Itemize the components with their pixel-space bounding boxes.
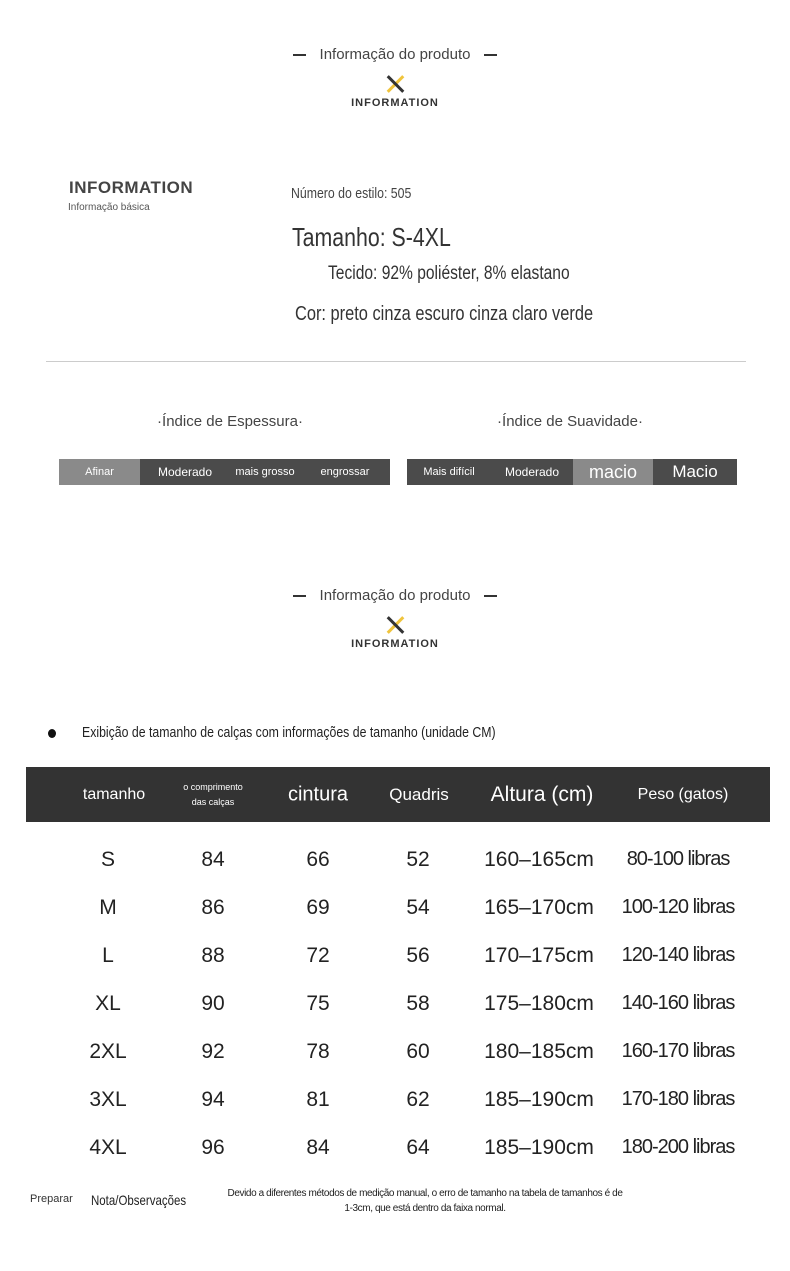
note-text: Devido a diferentes métodos de medição manual, o erro de tamanho na tabela de tamanhos é de 1-3cm, que está dentro da faixa normal. (227, 1188, 623, 1214)
table-cell: 81 (306, 1088, 330, 1111)
header-subtitle: INFORMATION (351, 97, 439, 109)
table-cell: 92 (201, 1040, 225, 1063)
softness-option: Mais difícil (423, 466, 475, 478)
table-cell: 69 (306, 896, 330, 919)
col-header: o comprimento das calças (183, 781, 243, 807)
fabric: Tecido: 92% poliéster, 8% elastano (328, 263, 570, 284)
thickness-title: ·Índice de Espessura· (157, 413, 303, 430)
table-cell: 160–165cm (484, 848, 594, 871)
table-cell: 60 (406, 1040, 430, 1063)
table-cell: M (99, 896, 117, 919)
thickness-option-selected: Afinar (59, 459, 140, 485)
header-subtitle: INFORMATION (351, 638, 439, 650)
dash (484, 54, 497, 56)
colors: Cor: preto cinza escuro cinza claro verde (295, 303, 594, 325)
table-cell: 170-180 libras (621, 1088, 735, 1110)
table-cell: 64 (406, 1136, 430, 1159)
bullet-icon (48, 729, 56, 738)
softness-option: Moderado (504, 465, 560, 479)
table-cell: 3XL (89, 1088, 127, 1111)
table-cell: 185–190cm (484, 1088, 594, 1111)
table-cell: S (100, 848, 116, 871)
softness-title: ·Índice de Suavidade· (497, 413, 643, 430)
table-cell: XL (95, 992, 121, 1015)
divider (46, 361, 746, 362)
table-cell: 96 (201, 1136, 225, 1159)
table-header (26, 767, 770, 822)
table-cell: 90 (201, 992, 225, 1015)
col-header: Altura (cm) (490, 782, 594, 806)
table-cell: 170–175cm (484, 944, 594, 967)
table-cell: 84 (201, 848, 225, 871)
table-cell: 180-200 libras (621, 1136, 735, 1158)
softness-scale (407, 459, 737, 485)
table-cell: 78 (306, 1040, 330, 1063)
thickness-option: engrossar (320, 466, 370, 478)
size-range: Tamanho: S-4XL (292, 222, 451, 252)
table-cell: 72 (306, 944, 330, 967)
dash (293, 595, 306, 597)
table-cell: 75 (306, 992, 330, 1015)
table-cell: 66 (306, 848, 330, 871)
style-number: Número do estilo: 505 (291, 185, 412, 202)
table-cell: 80-100 libras (626, 848, 730, 870)
table-cell: 165–170cm (484, 896, 594, 919)
section-header-2 (0, 587, 790, 650)
header-title: Informação do produto (319, 46, 471, 63)
col-header: Peso (gatos) (637, 785, 729, 803)
cross-icon (385, 75, 405, 93)
table-cell: 62 (406, 1088, 430, 1111)
note-label: Nota/Observações (91, 1192, 187, 1208)
table-cell: 2XL (89, 1040, 127, 1063)
table-cell: 86 (201, 896, 225, 919)
softness-option-selected: macio (573, 459, 653, 485)
thickness-option: Moderado (157, 465, 213, 479)
table-cell: 100-120 libras (621, 896, 735, 918)
table-cell: 52 (406, 848, 430, 871)
col-header: cintura (287, 783, 349, 805)
size-section-title: Exibição de tamanho de calças com informações de tamanho (unidade CM) (82, 724, 496, 741)
header-title: Informação do produto (319, 587, 471, 604)
table-cell: 58 (406, 992, 430, 1015)
table-cell: 88 (201, 944, 225, 967)
table-cell: 84 (306, 1136, 330, 1159)
thickness-option: mais grosso (235, 466, 295, 478)
table-cell: 56 (406, 944, 430, 967)
table-cell: 54 (406, 896, 430, 919)
col-header: tamanho (82, 785, 146, 803)
section-header-1 (0, 46, 790, 109)
prepare-label: Preparar (30, 1193, 73, 1205)
table-cell: 140-160 libras (621, 992, 735, 1014)
table-cell: 185–190cm (484, 1136, 594, 1159)
table-cell: 120-140 libras (621, 944, 735, 966)
softness-option: Macio (672, 462, 718, 481)
cross-icon (385, 616, 405, 634)
table-cell: 94 (201, 1088, 225, 1111)
basic-info-title: INFORMATION (69, 178, 194, 197)
thickness-scale (59, 459, 390, 485)
table-cell: 175–180cm (484, 992, 594, 1015)
table-cell: L (102, 944, 114, 967)
dash (484, 595, 497, 597)
col-header: Quadris (389, 784, 449, 804)
table-cell: 160-170 libras (621, 1040, 735, 1062)
basic-info-subtitle: Informação básica (68, 202, 150, 213)
table-cell: 180–185cm (484, 1040, 594, 1063)
dash (293, 54, 306, 56)
table-cell: 4XL (89, 1136, 127, 1159)
